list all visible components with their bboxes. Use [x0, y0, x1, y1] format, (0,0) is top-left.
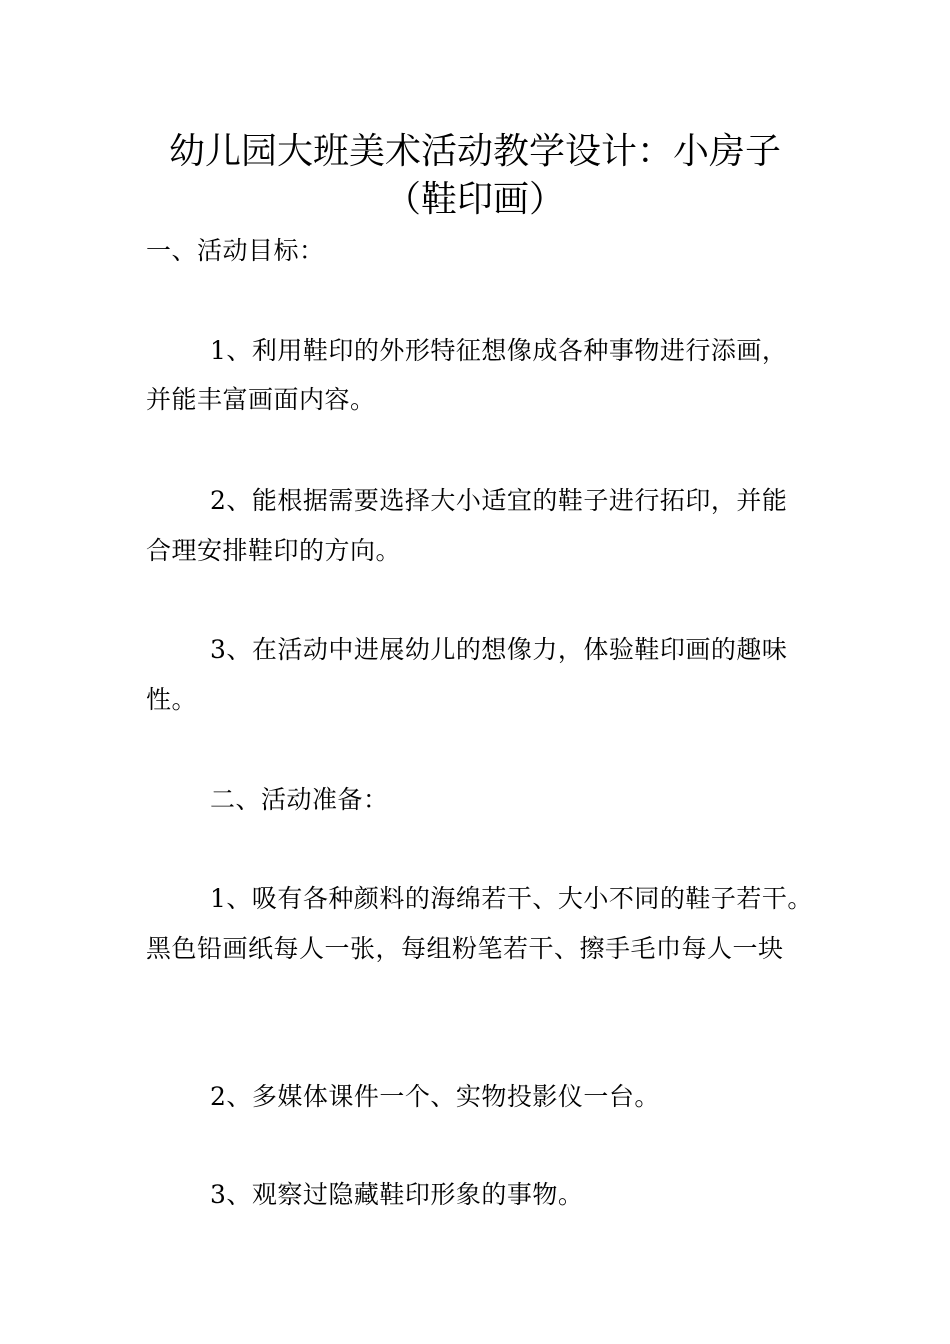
section2-heading: 二、活动准备： [210, 785, 389, 814]
prep3-line: 3、观察过隐藏鞋印形象的事物。 [210, 1180, 584, 1209]
document-title-line1: 幼儿园大班美术活动教学设计：小房子 [168, 131, 781, 172]
prep1-line2: 黑色铅画纸每人一张，每组粉笔若干、擦手毛巾每人一块 [146, 934, 784, 963]
goal2-line1: 2、能根据需要选择大小适宜的鞋子进行拓印，并能 [210, 486, 788, 515]
goal3-line2: 性。 [146, 685, 198, 714]
goal1-line1: 1、利用鞋印的外形特征想像成各种事物进行添画， [210, 336, 788, 365]
section1-heading: 一、活动目标： [146, 236, 325, 265]
document-title-line2: （鞋印画） [384, 179, 565, 220]
goal3-line1: 3、在活动中进展幼儿的想像力，体验鞋印画的趣味 [210, 635, 788, 664]
prep2-line: 2、多媒体课件一个、实物投影仪一台。 [210, 1082, 660, 1111]
goal2-line2: 合理安排鞋印的方向。 [146, 536, 402, 565]
prep1-line1: 1、吸有各种颜料的海绵若干、大小不同的鞋子若干。 [210, 884, 813, 913]
goal1-line2: 并能丰富画面内容。 [146, 385, 376, 414]
